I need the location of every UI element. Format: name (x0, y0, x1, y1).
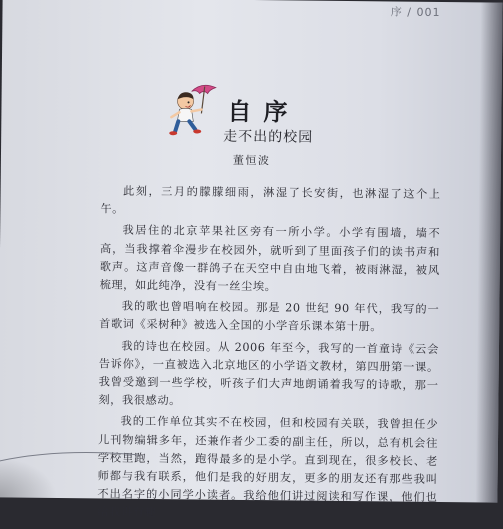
paragraph: 我的诗也在校园。从 2006 年至今，我写的一首童诗《云会告诉你》，一直被选入北京地区的小学语文教材，第四册第一课。我曾受邀到一些学校，听孩子们大声地朗诵着我写的诗歌，那一刻，我很感动。 (98, 339, 440, 408)
paragraph: 我的工作单位其实不在校园，但和校园有关联，我曾担任少儿刊物编辑多年，还兼作者少工委的副主任，所以，总有机会往学校里跑，当然，跑得最多的是小学。直到现在，很多校长、老师都与我有联系，他们是我的好朋友，更多的朋友还有那些我叫不出名字的小同学小读者。我给他们讲过阅读和写作课，他们也给我讲有趣 (97, 415, 439, 520)
paragraph: 我居住的北京苹果社区旁有一所小学。小学有围墙，墙不高，当我撑着伞漫步在校园外，就听到了里面孩子们的读书声和歌声。这声音像一群鸽子在天空中自由地飞着，被雨淋湿，被风梳理，如此纯净，没有一丝尘埃。 (99, 224, 441, 294)
boy-with-umbrella-illustration (161, 77, 224, 140)
chapter-subtitle: 走不出的校园 (223, 128, 314, 146)
page-edge-shadow (475, 2, 502, 502)
corner-shadow (0, 457, 58, 498)
paragraph: 此刻，三月的朦朦细雨，淋湿了长安街，也淋湿了这个上午。 (100, 184, 441, 216)
chapter-title: 自序 (227, 96, 300, 127)
body-text (97, 182, 441, 528)
paragraph: 我的歌也曾唱响在校园。那是 20 世纪 90 年代，我写的一首歌词《采树种》被选入全国的小学音乐课本第十册。 (99, 299, 440, 334)
page-number: 序 / 001 (390, 5, 441, 19)
author-name: 董恒波 (232, 153, 271, 168)
